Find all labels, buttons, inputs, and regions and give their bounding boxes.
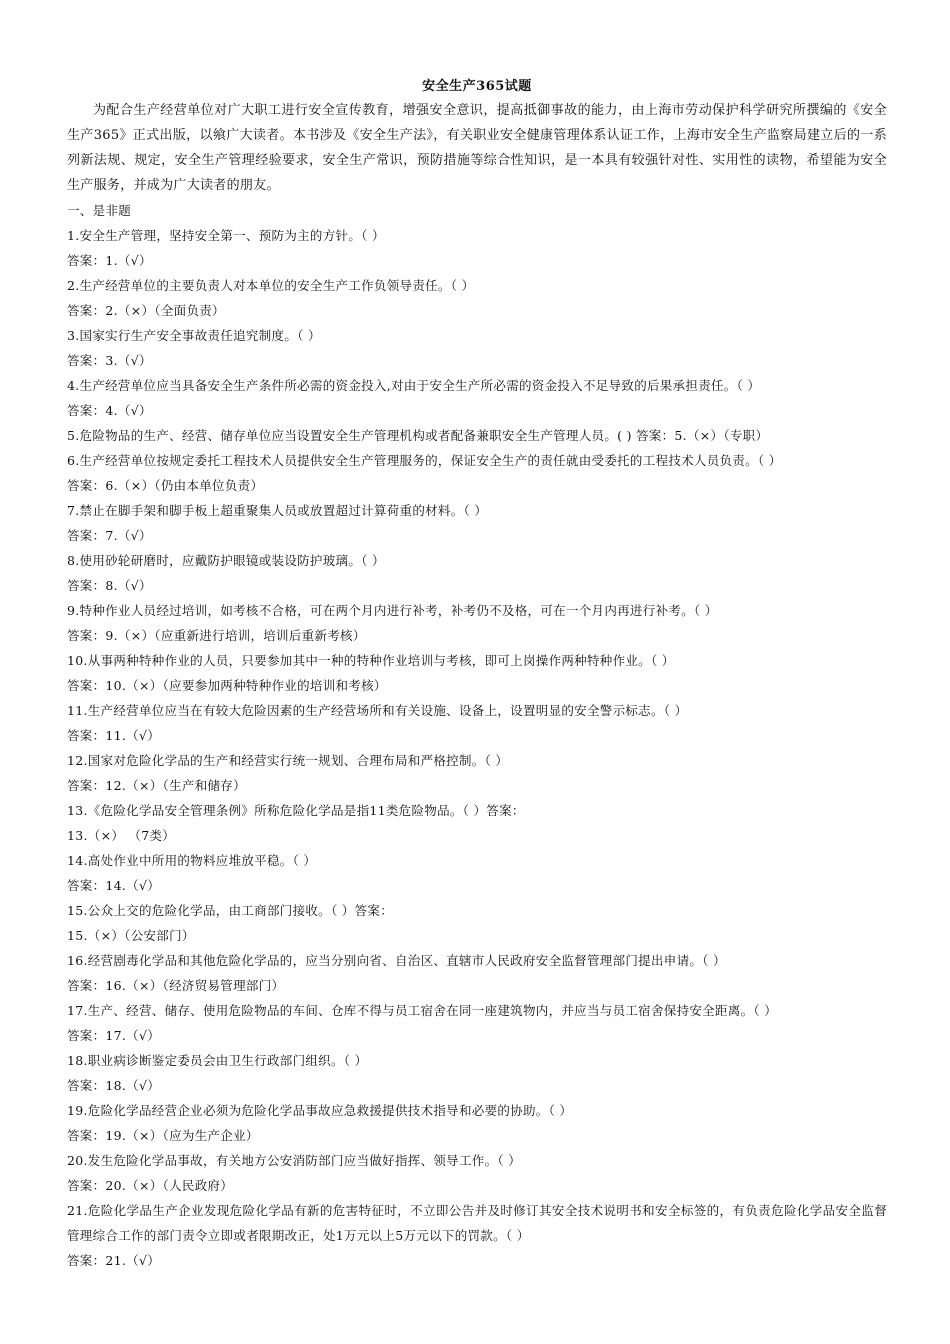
- answer-line: 答案：4.（√）: [67, 403, 152, 418]
- answer-line: 答案：19.（×）（应为生产企业）: [67, 1128, 259, 1143]
- answer-line: 答案：10.（×）（应要参加两种特种作业的培训和考核）: [67, 678, 387, 693]
- answer-line: 答案：17.（√）: [67, 1028, 161, 1043]
- section-heading: 一、是非题: [67, 203, 132, 218]
- question-line: 8.使用砂轮研磨时，应戴防护眼镜或装设防护玻璃。（ ）: [67, 553, 385, 568]
- question-line: 1.安全生产管理，坚持安全第一、预防为主的方针。（ ）: [67, 228, 385, 243]
- answer-line: 答案：16.（×）（经济贸易管理部门）: [67, 978, 285, 993]
- question-line: 4.生产经营单位应当具备安全生产条件所必需的资金投入,对由于安全生产所必需的资金投入不足导致的后果承担责任。（ ）: [67, 378, 761, 393]
- answer-line: 答案：18.（√）: [67, 1078, 161, 1093]
- answer-line: 答案：20.（×）（人民政府）: [67, 1178, 234, 1193]
- answer-line: 答案：3.（√）: [67, 353, 152, 368]
- answer-line: 答案：21.（√）: [67, 1253, 161, 1268]
- question-line: 10.从事两种特种作业的人员，只要参加其中一种的特种作业培训与考核，即可上岗操作两种特种作业。（ ）: [67, 653, 675, 668]
- question-line: 14.高处作业中所用的物料应堆放平稳。（ ）: [67, 853, 317, 868]
- answer-line: 答案：14.（√）: [67, 878, 161, 893]
- question-line: 18.职业病诊断鉴定委员会由卫生行政部门组织。（ ）: [67, 1053, 368, 1068]
- answer-line: 答案：12.（×）（生产和储存）: [67, 778, 246, 793]
- question-line: 3.国家实行生产安全事故责任追究制度。（ ）: [67, 328, 321, 343]
- document-title: 安全生产365试题: [422, 79, 532, 94]
- question-line: 13.《危险化学品安全管理条例》所称危险化学品是指11类危险物品。（ ）答案：: [67, 803, 525, 818]
- answer-line: 答案：7.（√）: [67, 528, 152, 543]
- answer-line: 15.（×）（公安部门）: [67, 928, 195, 943]
- answer-line: 答案：2.（×）（全面负责）: [67, 303, 225, 318]
- answer-line: 答案：9.（×）（应重新进行培训，培训后重新考核）: [67, 628, 366, 643]
- question-line: 19.危险化学品经营企业必须为危险化学品事故应急救援提供技术指导和必要的协助。（ ）: [67, 1103, 573, 1118]
- question-line: 15.公众上交的危险化学品，由工商部门接收。（ ）答案：: [67, 903, 394, 918]
- question-line: 21.危险化学品生产企业发现危险化学品有新的危害特征时，不立即公告并及时修订其安全技术说明书和安全标签的，有负责危险化学品安全监督管理综合工作的部门责令立即或者限期改正，处1万元以上5万元以下的罚款。（ ）: [67, 1203, 887, 1243]
- question-line: 2.生产经营单位的主要负责人对本单位的安全生产工作负领导责任。（ ）: [67, 278, 475, 293]
- question-line: 12.国家对危险化学品的生产和经营实行统一规划、合理布局和严格控制。（ ）: [67, 753, 509, 768]
- answer-line: 答案：8.（√）: [67, 578, 152, 593]
- question-line: 9.特种作业人员经过培训，如考核不合格，可在两个月内进行补考，补考仍不及格，可在一个月内再进行补考。（ ）: [67, 603, 718, 618]
- answer-line: 13.（×） （7类）: [67, 828, 176, 843]
- answer-line: 答案：6.（×）（仍由本单位负责）: [67, 478, 264, 493]
- answer-line: 答案：11.（√）: [67, 728, 161, 743]
- question-line: 6.生产经营单位按规定委托工程技术人员提供安全生产管理服务的，保证安全生产的责任就由受委托的工程技术人员负责。（ ）: [67, 453, 782, 468]
- question-line: 11.生产经营单位应当在有较大危险因素的生产经营场所和有关设施、设备上，设置明显的安全警示标志。（ ）: [67, 703, 688, 718]
- question-list: [67, 198, 887, 1273]
- question-line: 7.禁止在脚手架和脚手板上超重聚集人员或放置超过计算荷重的材料。（ ）: [67, 503, 488, 518]
- intro-paragraph: 为配合生产经营单位对广大职工进行安全宣传教育，增强安全意识，提高抵御事故的能力，由上海市劳动保护科学研究所撰编的《安全生产365》正式出版，以飨广大读者。本书涉及《安全生产法》，有关职业安全健康管理体系认证工作，上海市安全生产监察局建立后的一系列新法规、规定，安全生产管理经验要求，安全生产常识，预防措施等综合性知识，是一本具有较强针对性、实用性的读物，希望能为安全生产服务，并成为广大读者的朋友。: [67, 103, 887, 193]
- question-line: 16.经营剧毒化学品和其他危险化学品的，应当分别向省、自治区、直辖市人民政府安全监督管理部门提出申请。（ ）: [67, 953, 726, 968]
- document-page: [67, 76, 887, 1273]
- answer-line: 答案：1.（√）: [67, 253, 152, 268]
- question-line: 17.生产、经营、储存、使用危险物品的车间、仓库不得与员工宿舍在同一座建筑物内，并应当与员工宿舍保持安全距离。（ ）: [67, 1003, 778, 1018]
- question-line: 5.危险物品的生产、经营、储存单位应当设置安全生产管理机构或者配备兼职安全生产管理人员。( ) 答案：5.（×）（专职）: [67, 428, 769, 443]
- question-line: 20.发生危险化学品事故，有关地方公安消防部门应当做好指挥、领导工作。（ ）: [67, 1153, 522, 1168]
